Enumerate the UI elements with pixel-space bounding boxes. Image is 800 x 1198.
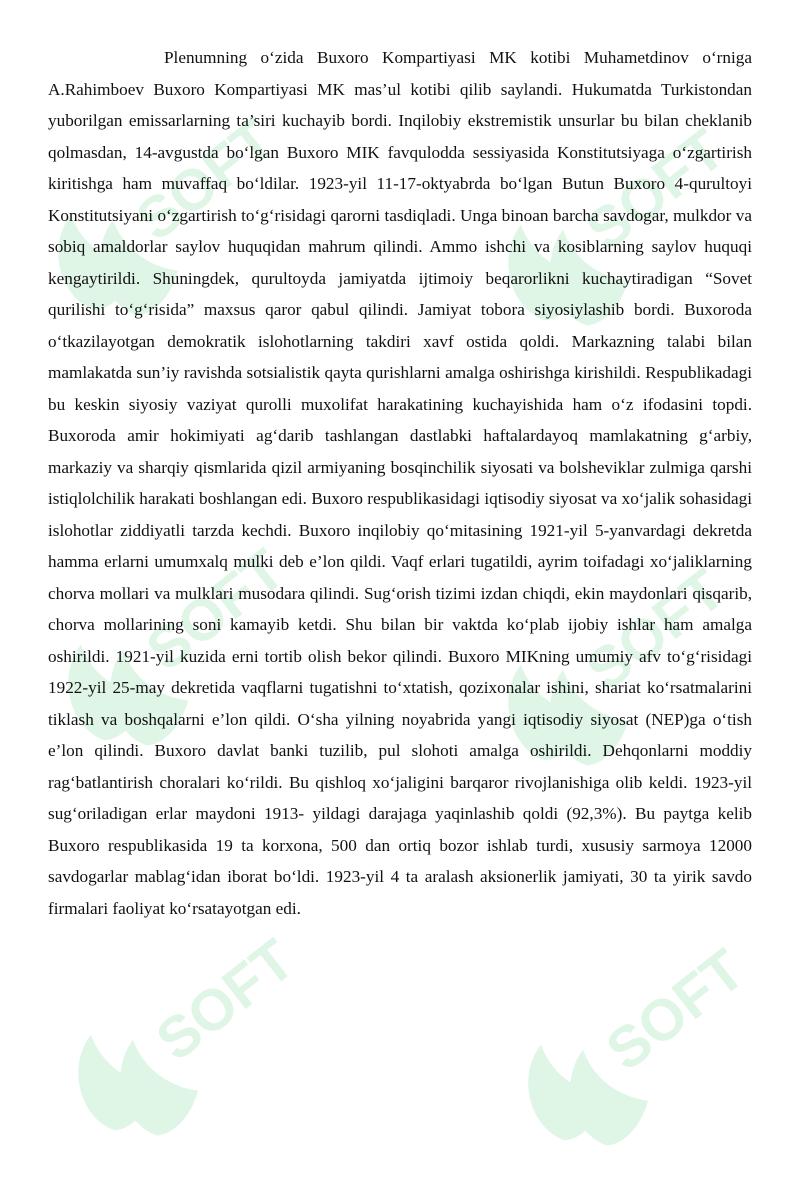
document-page	[48, 42, 752, 924]
svg-text:SOFT: SOFT	[574, 116, 737, 264]
svg-text:SOFT: SOFT	[594, 936, 757, 1084]
watermark-logo	[467, 892, 792, 1198]
svg-text:SOFT: SOFT	[144, 926, 307, 1074]
svg-text:SOFT: SOFT	[574, 556, 737, 704]
leaf-logo-icon	[17, 882, 342, 1188]
watermark-logo	[17, 882, 342, 1188]
svg-text:SOFT: SOFT	[134, 536, 297, 684]
body-paragraph: Plenumning o‘zida Buxoro Kompartiyasi MK kotibi Muhametdinov o‘rniga A.Rahimboev Buxoro Kompartiyasi MK mas’ul kotibi qilib saylandi. Hukumatda Turkistondan yuborilgan emissarlarning ta’siri kuchayib bordi. Inqilobiy ekstremistik unsurlar bu bilan cheklanib qolmasdan, 14-avgustda bo‘lgan Buxoro MIK favqulodda sessiyasida Konstitutsiyaga o‘zgartirish kiritishga ham muvaffaq bo‘ldilar. 1923-yil 11-17-oktyabrda bo‘lgan Butun Buxoro 4-qurultoyi Konstitutsiyani o‘zgartirish to‘g‘risidagi qarorni tasdiqladi. Unga binoan barcha savdogar, mulkdor va sobiq amaldorlar saylov huquqidan mahrum qilindi. Ammo ishchi va kosiblarning saylov huquqi kengaytirildi. Shuningdek, qurultoyda jamiyatda ijtimoiy beqarorlikni kuchaytiradigan “Sovet qurilishi to‘g‘risida” maxsus qaror qabul qilindi. Jamiyat tobora siyosiylashib bordi. Buxoroda o‘tkazilayotgan demokratik islohotlarning takdiri xavf ostida qoldi. Markazning talabi bilan mamlakatda sun’iy ravishda sotsialistik qayta qurishlarni amalga oshirishga kirishildi. Respublikadagi bu keskin siyosiy vaziyat qurolli muxolifat harakatining kuchayishida ham o‘z ifodasini topdi. Buxoroda amir hokimiyati ag‘darib tashlangan dastlabki haftalardayoq mamlakatning g‘arbiy, markaziy va sharqiy qismlarida qizil armiyaning bosqinchilik siyosati va bolsheviklar zulmiga qarshi istiqlolchilik harakati boshlangan edi. Buxoro respublikasidagi iqtisodiy siyosat va xo‘jalik sohasidagi islohotlar ziddiyatli tarzda kechdi. Buxoro inqilobiy qo‘mitasining 1921-yil 5-yanvardagi dekretda hamma erlarni umumxalq mulki deb e’lon qildi. Vaqf erlari tugatildi, ayrim toifadagi xo‘jaliklarning chorva mollari va mulklari musodara qilindi. Sug‘orish tizimi izdan chiqdi, ekin maydonlari qisqarib, chorva mollarining soni kamayib ketdi. Shu bilan bir vaktda ko‘plab ijobiy ishlar ham amalga oshirildi. 1921-yil kuzida erni tortib olish bekor qilindi. Buxoro MIKning umumiy afv to‘g‘risidagi 1922-yil 25-may dekretida vaqflarni tugatishni to‘xtatish, qozixonalar ishini, shariat ko‘rsatmalarini tiklash va boshqalarni e’lon qildi. O‘sha yilning noyabrida yangi iqtisodiy siyosat (NEP)ga o‘tish e’lon qilindi. Buxoro davlat banki tuzilib, pul slohoti amalga oshirildi. Dehqonlarni moddiy rag‘batlantirish choralari ko‘rildi. Bu qishloq xo‘jaligini barqaror rivojlanishiga olib keldi. 1923-yil sug‘oriladigan erlar maydoni 1913- yildagi darajaga yaqinlashib qoldi (92,3%). Bu paytga kelib Buxoro respublikasida 19 ta korxona, 500 dan ortiq bozor ishlab turdi, xususiy sarmoya 12000 savdogarlar mablag‘idan iborat bo‘ldi. 1923-yil 4 ta aralash aksionerlik jamiyati, 30 ta yirik savdo firmalari faoliyat ko‘rsatayotgan edi.	[48, 48, 752, 918]
svg-text:SOFT: SOFT	[124, 106, 287, 254]
leaf-logo-icon	[467, 892, 792, 1198]
